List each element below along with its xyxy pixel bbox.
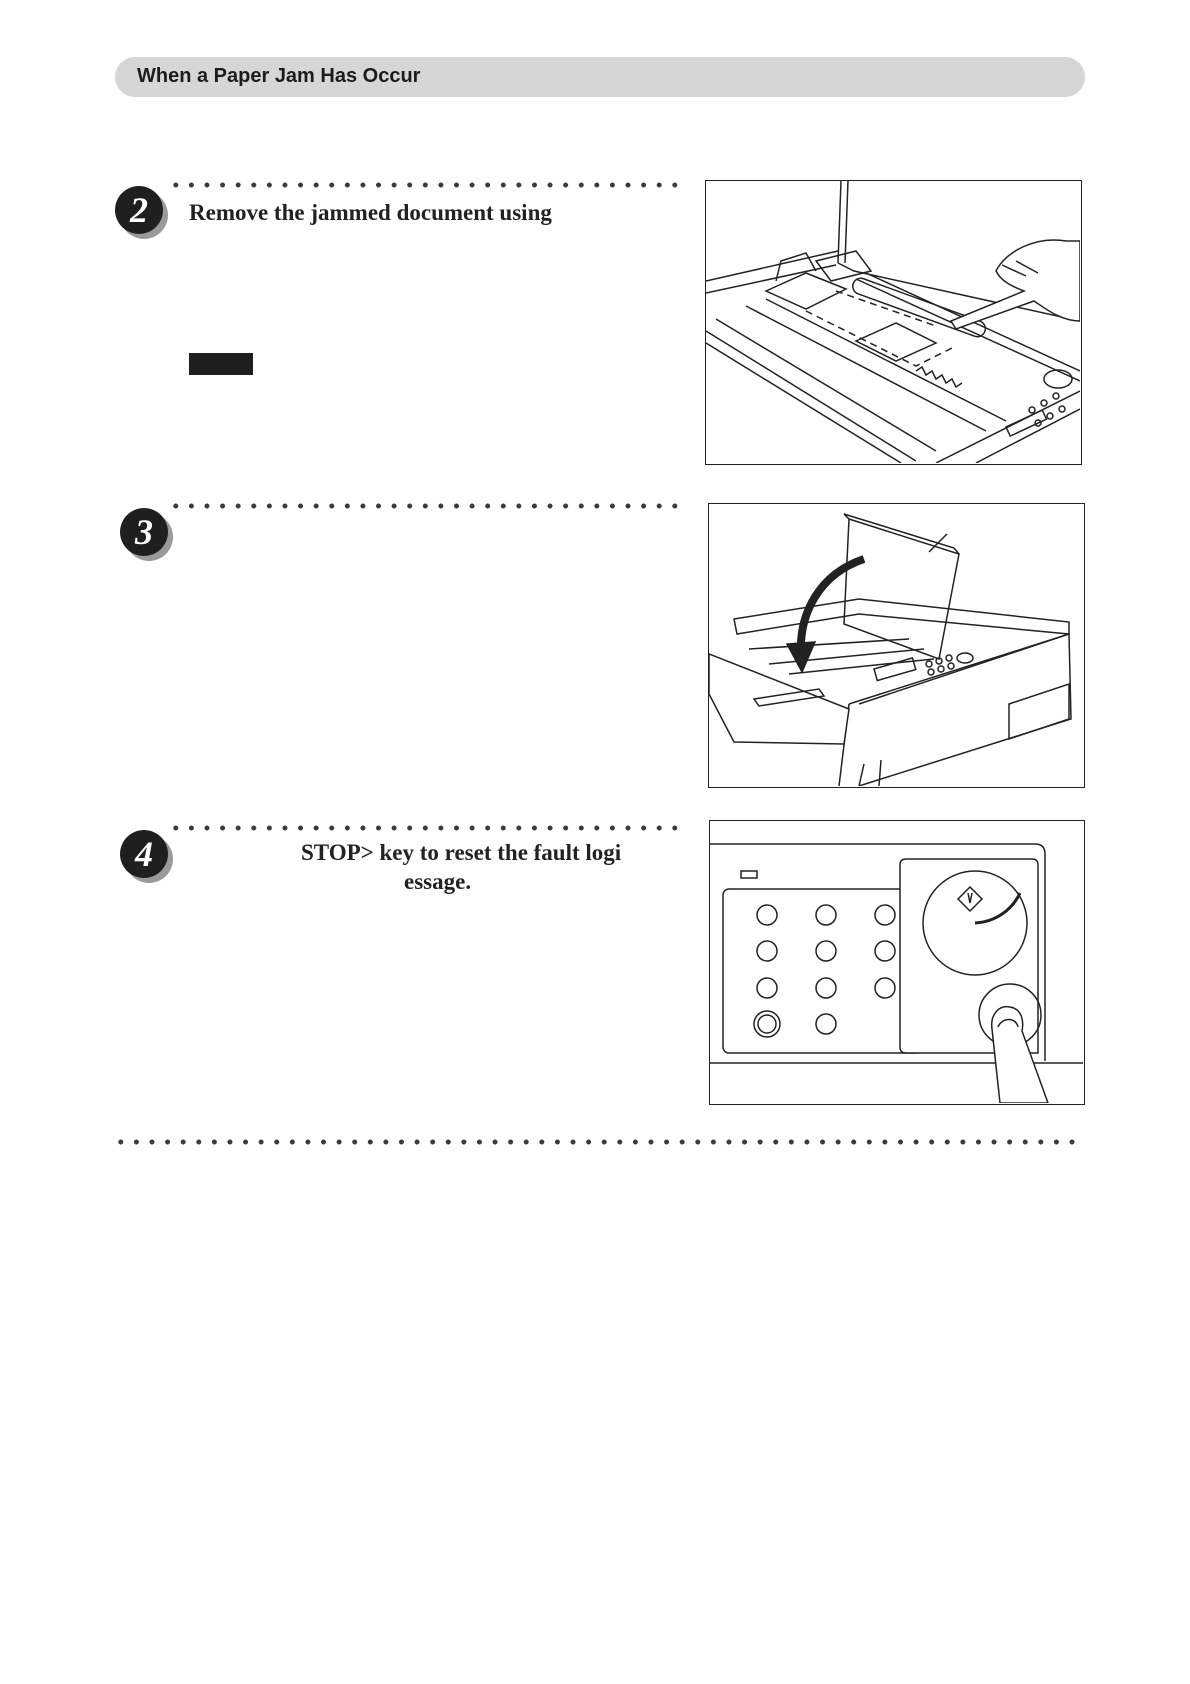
step-4-divider	[168, 825, 684, 831]
step-4-instruction-line-1: STOP> key to reset the fault logi	[301, 840, 622, 865]
figure-open-document-path	[705, 180, 1082, 465]
step-3-divider	[168, 503, 684, 509]
bottom-divider	[113, 1139, 1083, 1145]
step-3-badge	[120, 508, 168, 556]
figure-stop-key-panel	[709, 820, 1085, 1105]
section-title: When a Paper Jam Has Occur	[137, 65, 421, 87]
step-2-number: 2	[130, 190, 148, 230]
step-2-instruction: Remove the jammed document using	[189, 200, 552, 225]
step-3-number: 3	[135, 512, 153, 552]
step-4-number: 4	[135, 834, 153, 874]
note-label-box	[189, 353, 253, 375]
step-2-divider	[168, 182, 684, 188]
step-2-badge	[115, 186, 163, 234]
step-4-instruction-line-2: essage.	[404, 869, 472, 894]
section-header	[115, 57, 1085, 97]
step-4-badge	[120, 830, 168, 878]
figure-close-cover	[708, 503, 1085, 788]
